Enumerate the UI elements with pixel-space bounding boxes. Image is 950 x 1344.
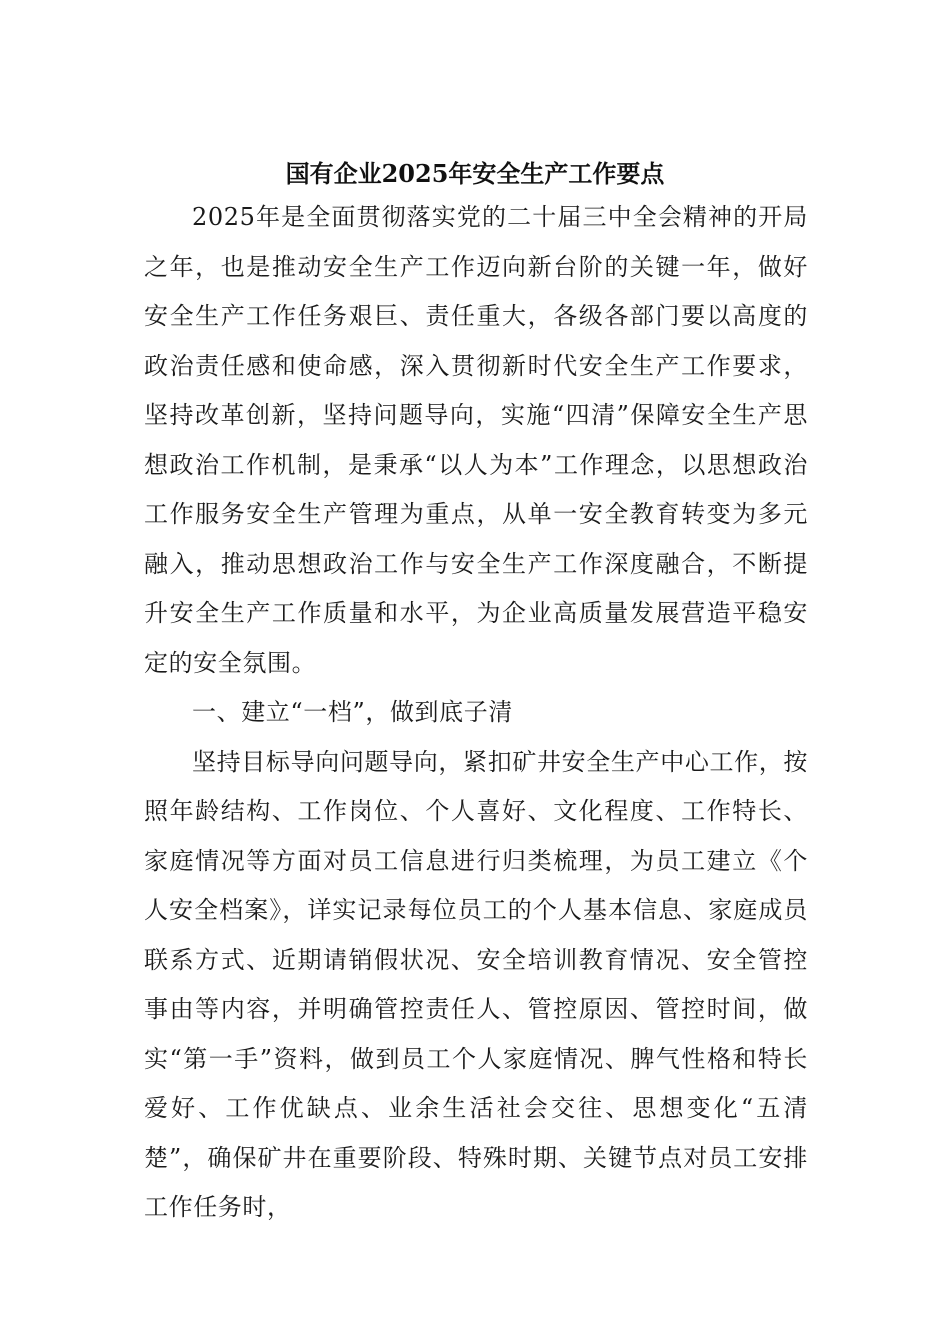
section-heading: 一、建立“一档”，做到底子清 [192,698,513,726]
document-body [144,193,808,1233]
document-title: 国有企业2025年安全生产工作要点 [285,159,665,188]
intro-paragraph: 2025年是全面贯彻落实党的二十届三中全会精神的开局之年，也是推动安全生产工作迈向新台阶的关键一年，做好安全生产工作任务艰巨、责任重大，各级各部门要以高度的政治责任感和使命感，深入贯彻新时代安全生产工作要求，坚持改革创新，坚持问题导向，实施“四清”保障安全生产思想政治工作机制，是秉承“以人为本”工作理念，以思想政治工作服务安全生产管理为重点，从单一安全教育转变为多元融入，推动思想政治工作与安全生产工作深度融合，不断提升安全生产工作质量和水平，为企业高质量发展营造平稳安定的安全氛围。 [144,203,808,677]
section-paragraph: 坚持目标导向问题导向，紧扣矿井安全生产中心工作，按照年龄结构、工作岗位、个人喜好、文化程度、工作特长、家庭情况等方面对员工信息进行归类梳理，为员工建立《个人安全档案》，详实记录每位员工的个人基本信息、家庭成员联系方式、近期请销假状况、安全培训教育情况、安全管控事由等内容，并明确管控责任人、管控原因、管控时间，做实“第一手”资料，做到员工个人家庭情况、脾气性格和特长爱好、工作优缺点、业余生活社会交往、思想变化“五清楚”，确保矿井在重要阶段、特殊时期、关键节点对员工安排工作任务时， [144,747,808,1221]
